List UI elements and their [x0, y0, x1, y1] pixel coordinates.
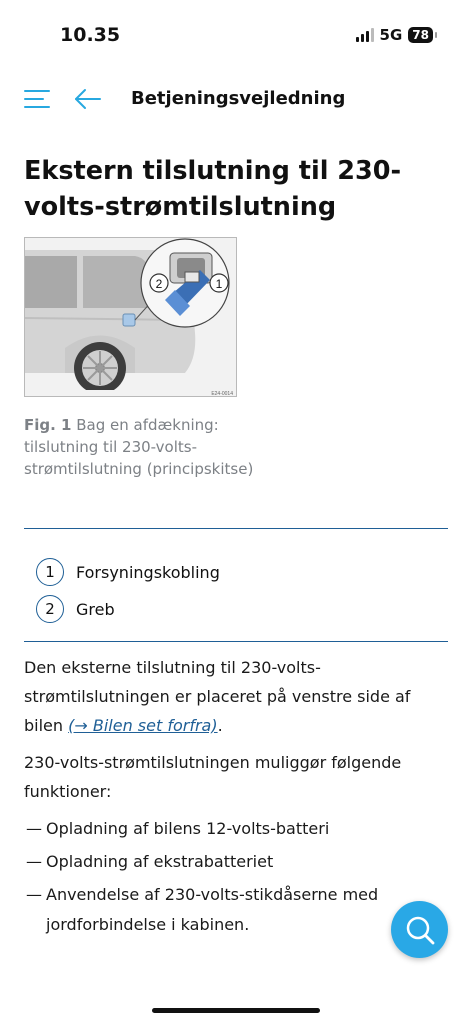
navigation-bar: [0, 78, 473, 122]
figure-label: Fig. 1: [24, 416, 72, 434]
divider-top: [24, 528, 448, 529]
bullet-dash: —: [26, 885, 42, 904]
battery-icon: 78: [408, 27, 433, 43]
paragraph-location: Den eksterne tilslutning til 230-volts-strømtilslutningen er placeret på venstre side af bilen (→ Bilen set forfra).: [24, 658, 411, 735]
search-button[interactable]: [391, 901, 448, 958]
paragraph-functions: 230-volts-strømtilslutningen muliggør følgende funktioner:: [24, 753, 402, 801]
figure-code: E24-0014: [211, 391, 233, 397]
legend-label: Forsyningskobling: [76, 562, 220, 582]
signal-strength-icon: [356, 28, 374, 42]
legend-number: 1: [36, 558, 64, 586]
status-indicators: [356, 26, 433, 44]
legend-number: 2: [36, 595, 64, 623]
status-bar: [0, 0, 473, 60]
divider-bottom: [24, 641, 448, 642]
nav-title: Betjeningsvejledning: [131, 88, 346, 109]
svg-text:1: 1: [215, 277, 223, 291]
bullet-dash: —: [26, 852, 42, 871]
home-indicator[interactable]: [152, 1008, 320, 1013]
bullet-dash: —: [26, 819, 42, 838]
figure-caption-text: Bag en afdækning: tilslutning til 230-volts-strømtilslutning (principskitse): [24, 416, 254, 478]
legend-item-1: [36, 558, 220, 586]
search-icon: [403, 913, 437, 947]
figure-caption: [24, 414, 254, 480]
list-item: — Anvendelse af 230-volts-stikdåserne med jordforbindelse i kabinen.: [26, 880, 426, 940]
legend-item-2: [36, 595, 115, 623]
list-item: — Opladning af ekstrabatteriet: [26, 847, 426, 877]
callout-2: [150, 274, 168, 292]
network-type: 5G: [379, 26, 403, 44]
page-title: Ekstern tilslutning til 230-volts-strømtilslutning: [24, 156, 402, 222]
back-arrow-icon[interactable]: [74, 88, 102, 110]
status-time: 10.35: [60, 24, 121, 46]
link-bilen-set-forfra[interactable]: (→ Bilen set forfra): [68, 716, 218, 735]
callout-1: [210, 274, 228, 292]
legend-label: Greb: [76, 599, 115, 619]
figure-illustration[interactable]: [24, 237, 237, 397]
svg-text:2: 2: [155, 277, 163, 291]
car-rear-illustration: [25, 238, 237, 397]
list-item: — Opladning af bilens 12-volts-batteri: [26, 814, 426, 844]
hamburger-menu-icon[interactable]: [24, 88, 52, 110]
